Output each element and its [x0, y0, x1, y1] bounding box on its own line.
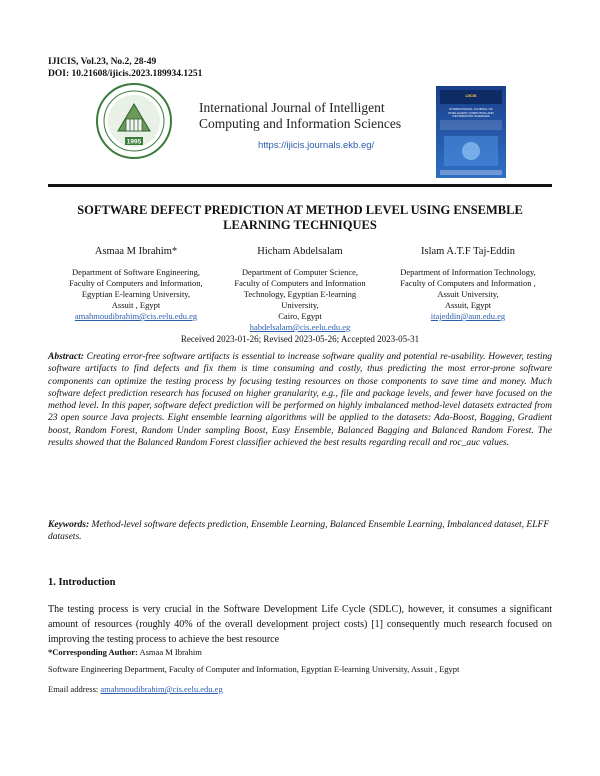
- author-name-3: Islam A.T.F Taj-Eddin: [421, 246, 515, 257]
- author-affiliation-1: [48, 267, 224, 322]
- corresponding-address: Software Engineering Department, Faculty of Computer and Information, Egyptian E-learning University, Assuit , Egypt: [48, 664, 460, 674]
- cover-title: INTERNATIONAL JOURNAL OF INTELLIGENT COMPUTING AND INFORMATION SCIENCES: [448, 107, 494, 119]
- submission-dates: Received 2023-01-26; Revised 2023-05-26; Accepted 2023-05-31: [180, 334, 420, 344]
- keywords: [48, 519, 552, 544]
- corresponding-author: [48, 647, 202, 658]
- affiliation-line: Faculty of Computers and Information: [234, 278, 366, 288]
- journal-volume: IJICIS, Vol.23, No.2, 28-49: [48, 57, 157, 67]
- corresponding-label: *Corresponding Author:: [48, 647, 138, 657]
- email-label: Email address:: [48, 684, 99, 694]
- affiliation-line: Department of Computer Science,: [241, 267, 359, 277]
- author-email-1[interactable]: amahmoudibrahim@cis.eelu.edu.eg: [74, 311, 198, 321]
- journal-cover-image: [436, 86, 506, 178]
- paper-title-line2: LEARNING TECHNIQUES: [223, 218, 377, 232]
- journal-url-link[interactable]: https://ijicis.journals.ekb.eg/: [258, 140, 375, 151]
- author-email-2[interactable]: habdelsalam@cis.eelu.edu.eg: [249, 322, 351, 332]
- corresponding-email-link[interactable]: amahmoudibrahim@cis.eelu.edu.eg: [100, 684, 223, 694]
- affiliation-line: University,: [281, 300, 319, 310]
- section-body-text: The testing process is very crucial in the Software Development Life Cycle (SDLC), however, it consumes a significant amount of resources (roughly 40% of the overall development project costs) [1] consequently much research focused on improving the testing process to achieve the best resource: [48, 604, 552, 645]
- author-name-2: Hicham Abdelsalam: [257, 246, 343, 257]
- affiliation-line: Assuit University,: [437, 289, 499, 299]
- journal-title-line1: International Journal of Intelligent: [199, 100, 385, 115]
- author-email-3[interactable]: itajeddin@aun.edu.eg: [430, 311, 506, 321]
- keywords-label: Keywords:: [48, 520, 90, 530]
- corresponding-name: Asmaa M Ibrahim: [139, 647, 202, 657]
- affiliation-line: Cairo, Egypt: [278, 311, 322, 321]
- abstract-label: Abstract:: [48, 352, 84, 362]
- journal-reference: [48, 56, 202, 80]
- affiliation-line: Faculty of Computers and Information ,: [400, 278, 536, 288]
- section-heading: 1. Introduction: [48, 577, 116, 588]
- paper-title: [48, 203, 552, 233]
- corresponding-email: [48, 684, 223, 694]
- affiliation-line: Technology, Egyptian E-learning: [243, 289, 357, 299]
- affiliation-line: Faculty of Computers and Information,: [69, 278, 203, 288]
- paper-title-line1: SOFTWARE DEFECT PREDICTION AT METHOD LEVEL USING ENSEMBLE: [77, 203, 523, 217]
- affiliation-line: Egyptian E-learning University,: [81, 289, 191, 299]
- abstract: [48, 351, 552, 449]
- affiliation-line: Assuit, Egypt: [444, 300, 492, 310]
- author-affiliation-3: [384, 267, 552, 322]
- university-seal-logo: [95, 82, 173, 160]
- journal-title-line2: Computing and Information Sciences: [199, 116, 402, 131]
- journal-doi: DOI: 10.21608/ijicis.2023.189934.1251: [48, 69, 203, 79]
- header-divider: [48, 184, 552, 187]
- logo-year: 1995: [126, 138, 142, 146]
- author-name-1: Asmaa M Ibrahim*: [94, 246, 178, 257]
- author-affiliation-2: [218, 267, 382, 333]
- journal-title: [199, 100, 401, 132]
- affiliation-line: Assuit , Egypt: [111, 300, 161, 310]
- keywords-text: Method-level software defects prediction, Ensemble Learning, Balanced Ensemble Learning, Imbalanced dataset, ELFF datasets.: [48, 520, 550, 543]
- affiliation-line: Department of Software Engineering,: [72, 267, 200, 277]
- cover-abbrev: IJICIS: [465, 93, 477, 98]
- abstract-text: Creating error-free software artifacts is essential to increase software quality and potential re-usability. However, testing software artifacts to find defects and fix them is time consuming and costly, thus predicting the most error-prone software components can optimize the testing process by focusing testing resources on those components to save time and money. Much software defect prediction research has focused on higher granularity, e.g., file and package levels, and fewer have focused on the method level. In this paper, software defect prediction will be performed on highly imbalanced method-level datasets extracted from 23 open source Java projects. Eight ensemble learning algorithms will be applied to the datasets: Ada-Boost, Bagging, Gradient boost, Random Forest, Random Under sampling Boost, Easy Ensemble, Balanced Bagging and Balanced Random Forest. The results showed that the Balanced Random Forest classifier achieved the best results regarding recall and roc_auc values.: [48, 352, 552, 449]
- affiliation-line: Department of Information Technology,: [400, 267, 536, 277]
